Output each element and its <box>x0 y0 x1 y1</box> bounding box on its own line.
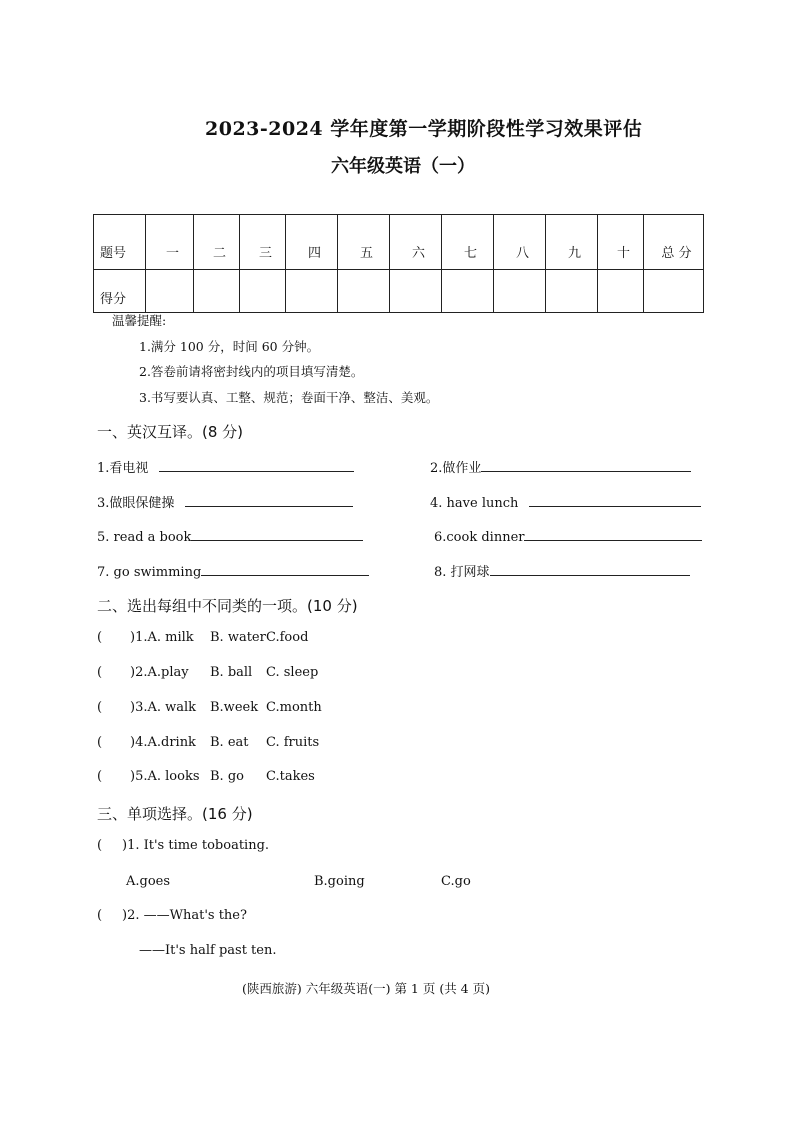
section1-heading: 一、英汉互译。(8 分) <box>97 423 244 441</box>
page-footer: (陕西旅游) 六年级英语(一) 第 1 页 (共 4 页) <box>242 981 490 996</box>
col-total: 总 分 <box>644 215 704 270</box>
option-c: C. fruits <box>266 735 320 750</box>
option-c: C.go <box>441 874 471 889</box>
score-cell[interactable] <box>442 270 494 313</box>
translation-item <box>97 526 363 545</box>
score-cell[interactable] <box>338 270 390 313</box>
choice-stem: )5.A. looks <box>130 769 200 784</box>
option-b: B.week <box>210 700 259 715</box>
question-number-label: 题号 <box>94 215 146 270</box>
col-2: 二 <box>194 215 240 270</box>
score-label: 得分 <box>94 270 146 313</box>
exam-title: 2023-2024 学年度第一学期阶段性学习效果评估 <box>205 118 643 140</box>
choice-stem: )3.A. walk <box>130 700 197 715</box>
answer-blank[interactable] <box>191 526 363 541</box>
item-text: 7. go swimming <box>97 565 202 580</box>
choice-paren[interactable]: ( <box>97 908 103 923</box>
option-b: B. go <box>210 769 244 784</box>
item-text: 5. read a book <box>97 530 192 545</box>
translation-item <box>434 526 702 545</box>
item-text: 3.做眼保健操 <box>97 496 175 511</box>
translation-item <box>434 561 690 580</box>
answer-blank[interactable] <box>159 457 354 472</box>
score-cell[interactable] <box>146 270 194 313</box>
item-text: 2.做作业 <box>430 461 482 476</box>
option-c: C.food <box>266 630 309 645</box>
col-1: 一 <box>146 215 194 270</box>
note-item: 3.书写要认真、工整、规范；卷面干净、整洁、美观。 <box>139 390 439 405</box>
score-cell[interactable] <box>286 270 338 313</box>
col-9: 九 <box>546 215 598 270</box>
translation-item <box>97 457 354 476</box>
choice-paren[interactable]: ( <box>97 700 103 715</box>
item-text: 8. 打网球 <box>434 565 490 580</box>
option-c: C.month <box>266 700 322 715</box>
note-item: 1.满分 100 分，时间 60 分钟。 <box>139 339 320 354</box>
question-stem: )2. ——What's the? <box>122 908 247 923</box>
score-cell[interactable] <box>194 270 240 313</box>
choice-paren[interactable]: ( <box>97 630 103 645</box>
choice-paren[interactable]: ( <box>97 735 103 750</box>
option-c: C. sleep <box>266 665 319 680</box>
option-b: B.going <box>314 874 365 889</box>
choice-paren[interactable]: ( <box>97 769 103 784</box>
col-5: 五 <box>338 215 390 270</box>
item-text: 4. have lunch <box>430 496 519 511</box>
col-10: 十 <box>598 215 644 270</box>
option-b: B. ball <box>210 665 253 680</box>
notes-heading: 温馨提醒: <box>112 313 167 328</box>
answer-blank[interactable] <box>529 492 701 507</box>
translation-item <box>97 561 369 580</box>
section3-heading: 三、单项选择。(16 分) <box>97 805 253 823</box>
note-item: 2.答卷前请将密封线内的项目填写清楚。 <box>139 364 364 379</box>
option-a: A.goes <box>126 874 171 889</box>
choice-stem: )2.A.play <box>130 665 189 680</box>
translation-item <box>430 457 691 476</box>
col-8: 八 <box>494 215 546 270</box>
answer-blank[interactable] <box>185 492 353 507</box>
dialogue-answer: ——It's half past ten. <box>139 943 277 958</box>
score-cell[interactable] <box>598 270 644 313</box>
choice-stem: )1.A. milk <box>130 630 194 645</box>
score-table-score-row <box>94 270 704 313</box>
score-cell[interactable] <box>644 270 704 313</box>
answer-blank[interactable] <box>481 457 691 472</box>
section2-heading: 二、选出每组中不同类的一项。(10 分) <box>97 597 358 615</box>
score-cell[interactable] <box>390 270 442 313</box>
question-stem: )1. It's time toboating. <box>122 838 270 853</box>
translation-item <box>430 492 701 511</box>
score-cell[interactable] <box>240 270 286 313</box>
translation-item <box>97 492 353 511</box>
exam-subtitle: 六年级英语（一） <box>331 156 475 177</box>
option-b: B. water <box>210 630 266 645</box>
col-6: 六 <box>390 215 442 270</box>
item-text: 6.cook dinner <box>434 530 525 545</box>
answer-blank[interactable] <box>490 561 690 576</box>
col-3: 三 <box>240 215 286 270</box>
col-7: 七 <box>442 215 494 270</box>
score-cell[interactable] <box>494 270 546 313</box>
col-4: 四 <box>286 215 338 270</box>
score-cell[interactable] <box>546 270 598 313</box>
answer-blank[interactable] <box>524 526 702 541</box>
score-table-header-row <box>94 215 704 270</box>
item-text: 1.看电视 <box>97 461 149 476</box>
choice-paren[interactable]: ( <box>97 838 103 853</box>
choice-stem: )4.A.drink <box>130 735 196 750</box>
option-b: B. eat <box>210 735 249 750</box>
score-table <box>93 214 704 313</box>
option-c: C.takes <box>266 769 315 784</box>
answer-blank[interactable] <box>201 561 369 576</box>
choice-paren[interactable]: ( <box>97 665 103 680</box>
